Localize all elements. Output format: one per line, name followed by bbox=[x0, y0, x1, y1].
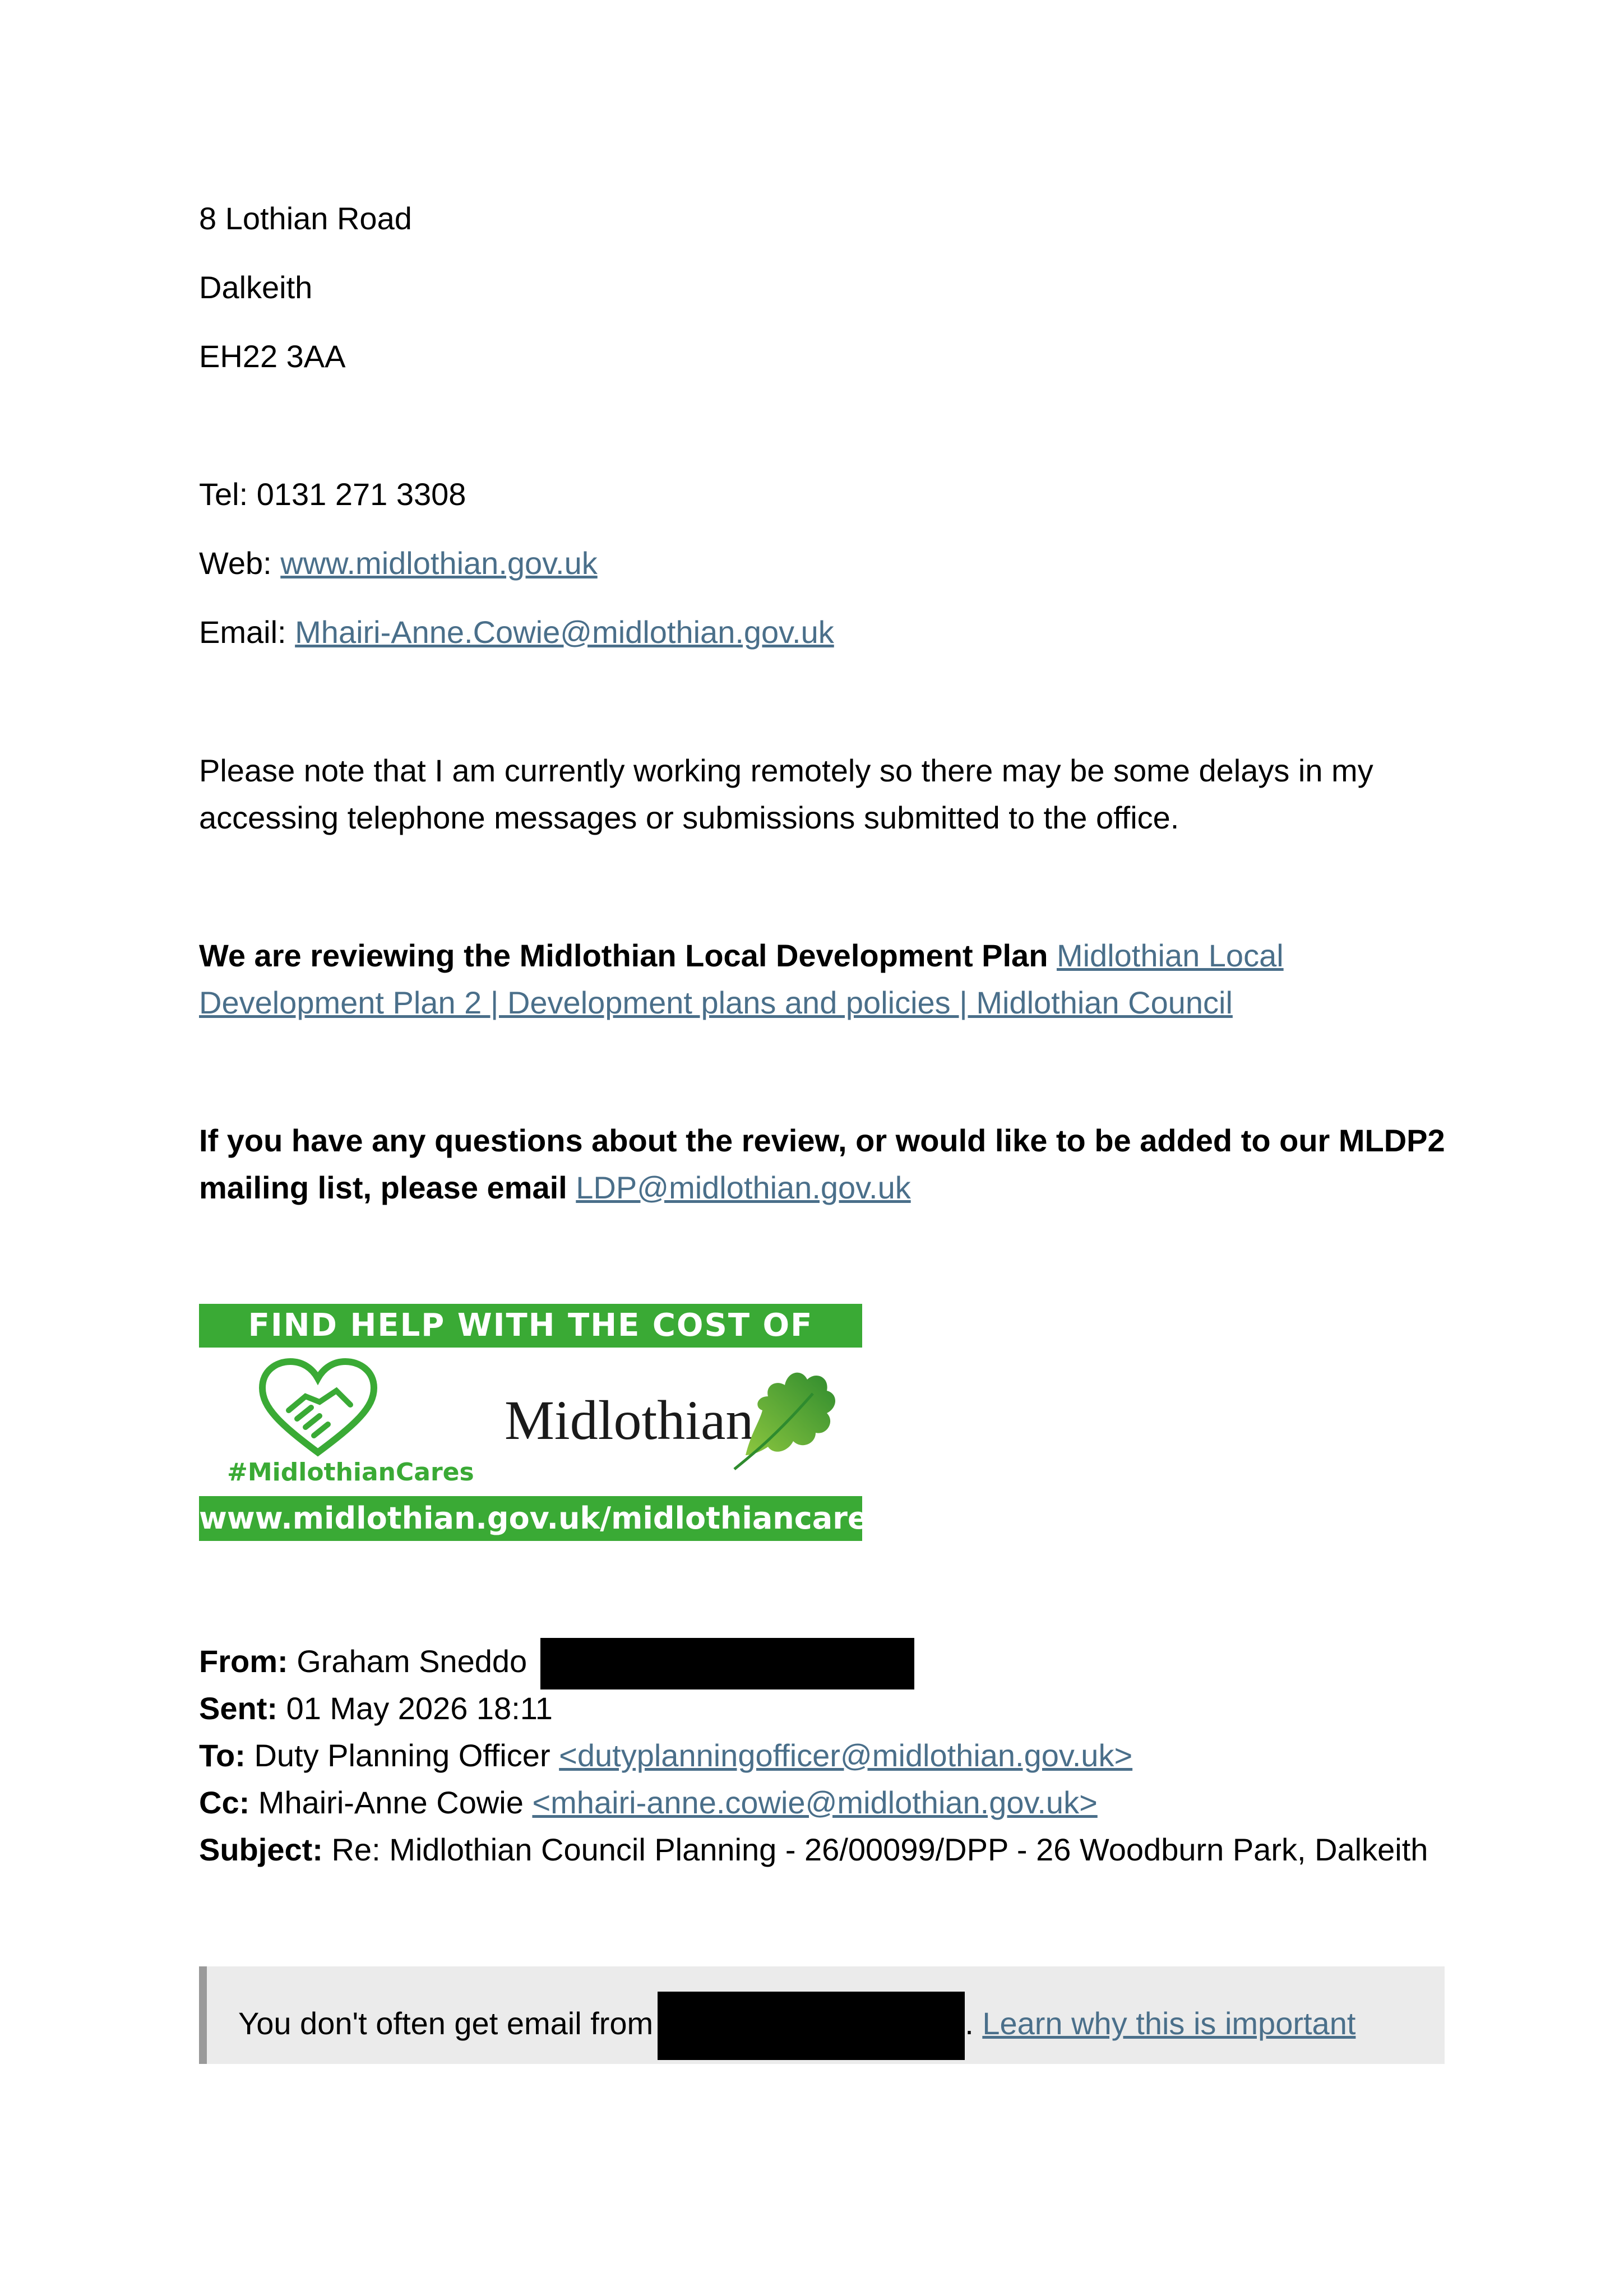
email-link[interactable]: Mhairi-Anne.Cowie@midlothian.gov.uk bbox=[295, 614, 834, 650]
questions-bold-text: If you have any questions about the review, or would like to be added to our MLDP2 mailing list, please email bbox=[199, 1123, 1445, 1205]
remote-working-note: Please note that I am currently working remotely so there may be some delays in my accessing telephone messages or submissions submitted to the office. bbox=[199, 753, 1373, 835]
external-sender-notice bbox=[199, 1966, 1445, 2064]
notice-text: You don't often get email from bbox=[238, 2005, 654, 2041]
cc-email-link[interactable]: <mhairi-anne.cowie@midlothian.gov.uk> bbox=[532, 1785, 1098, 1820]
sent-date: 01 May 2026 18:11 bbox=[286, 1691, 553, 1726]
oak-leaf-icon bbox=[729, 1360, 846, 1472]
sent-label: Sent: bbox=[199, 1691, 277, 1726]
subject-label: Subject: bbox=[199, 1832, 323, 1867]
header-sent bbox=[199, 1685, 553, 1732]
redacted-block bbox=[658, 1992, 965, 2060]
tel-number: 0131 271 3308 bbox=[256, 476, 466, 512]
from-name: Graham Sneddo bbox=[297, 1644, 528, 1679]
redacted-block bbox=[540, 1638, 914, 1689]
mldp2-link[interactable]: Midlothian Local Development Plan 2 | Development plans and policies | Midlothian Council bbox=[199, 938, 1284, 1020]
web-link[interactable]: www.midlothian.gov.uk bbox=[280, 545, 598, 581]
header-from bbox=[199, 1638, 914, 1689]
address-line-2: Dalkeith bbox=[199, 270, 313, 305]
review-paragraph bbox=[199, 932, 1455, 1026]
to-name: Duty Planning Officer bbox=[254, 1738, 550, 1773]
cc-label: Cc: bbox=[199, 1785, 250, 1820]
tel-line bbox=[199, 471, 466, 518]
banner-top-bar: FIND HELP WITH THE COST OF LIVING bbox=[199, 1304, 862, 1348]
to-label: To: bbox=[199, 1738, 246, 1773]
from-label: From: bbox=[199, 1644, 288, 1679]
review-bold-text: We are reviewing the Midlothian Local Development Plan bbox=[199, 938, 1048, 973]
email-label: Email: bbox=[199, 614, 286, 650]
header-subject bbox=[199, 1826, 1428, 1873]
learn-why-link[interactable]: Learn why this is important bbox=[982, 2005, 1356, 2041]
address-line-1: 8 Lothian Road bbox=[199, 201, 412, 236]
notice-period: . bbox=[965, 2005, 974, 2041]
banner-hashtag: #MidlothianCares bbox=[227, 1458, 474, 1487]
ldp-email-link[interactable]: LDP@midlothian.gov.uk bbox=[576, 1170, 911, 1205]
web-label: Web: bbox=[199, 545, 272, 581]
questions-paragraph bbox=[199, 1117, 1455, 1211]
tel-label: Tel: bbox=[199, 476, 248, 512]
cost-of-living-banner[interactable] bbox=[199, 1304, 886, 1541]
web-line bbox=[199, 540, 598, 587]
cc-name: Mhairi-Anne Cowie bbox=[258, 1785, 524, 1820]
to-email-link[interactable]: <dutyplanningofficer@midlothian.gov.uk> bbox=[559, 1738, 1133, 1773]
header-cc bbox=[199, 1779, 1098, 1826]
subject-text: Re: Midlothian Council Planning - 26/00099/DPP - 26 Woodburn Park, Dalkeith bbox=[331, 1832, 1428, 1867]
address-postcode: EH22 3AA bbox=[199, 339, 346, 374]
handshake-heart-icon bbox=[258, 1357, 378, 1458]
header-to bbox=[199, 1732, 1132, 1779]
midlothian-wordmark: Midlothian bbox=[505, 1389, 754, 1451]
email-line bbox=[199, 609, 834, 656]
banner-url-bar: www.midlothian.gov.uk/midlothiancares bbox=[199, 1496, 862, 1541]
